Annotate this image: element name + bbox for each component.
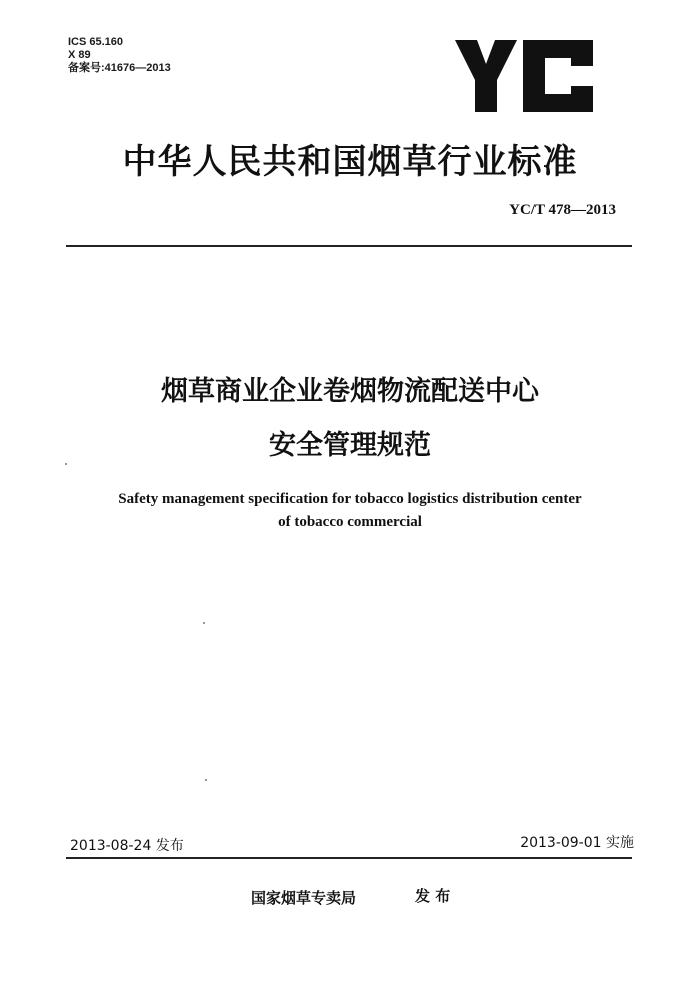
scan-speck xyxy=(205,779,207,781)
english-title-line-2: of tobacco commercial xyxy=(278,514,422,530)
header-divider xyxy=(66,245,632,247)
standard-category-title: 中华人民共和国烟草行业标准 xyxy=(122,142,578,182)
effective-date: 2013-09-01 实施 xyxy=(520,835,634,851)
chinese-title-line-2: 安全管理规范 xyxy=(269,430,431,461)
scan-speck xyxy=(203,622,205,624)
yc-logo xyxy=(455,40,593,112)
issue-date: 2013-08-24 发布 xyxy=(70,838,184,854)
ics-code: ICS 65.160 xyxy=(68,36,124,48)
class-code: X 89 xyxy=(68,49,91,61)
scan-speck xyxy=(65,463,67,465)
classification-codes xyxy=(68,36,171,75)
standard-number: YC/T 478—2013 xyxy=(509,202,616,218)
issue-label: 发 布 xyxy=(415,887,451,905)
chinese-title-line-1: 烟草商业企业卷烟物流配送中心 xyxy=(161,376,539,407)
english-title-line-1: Safety management specification for tobacco logistics distribution center xyxy=(118,491,582,507)
issuing-authority: 国家烟草专卖局 xyxy=(251,889,357,907)
filing-number: 备案号:41676—2013 xyxy=(68,62,171,74)
footer-divider xyxy=(66,857,632,859)
